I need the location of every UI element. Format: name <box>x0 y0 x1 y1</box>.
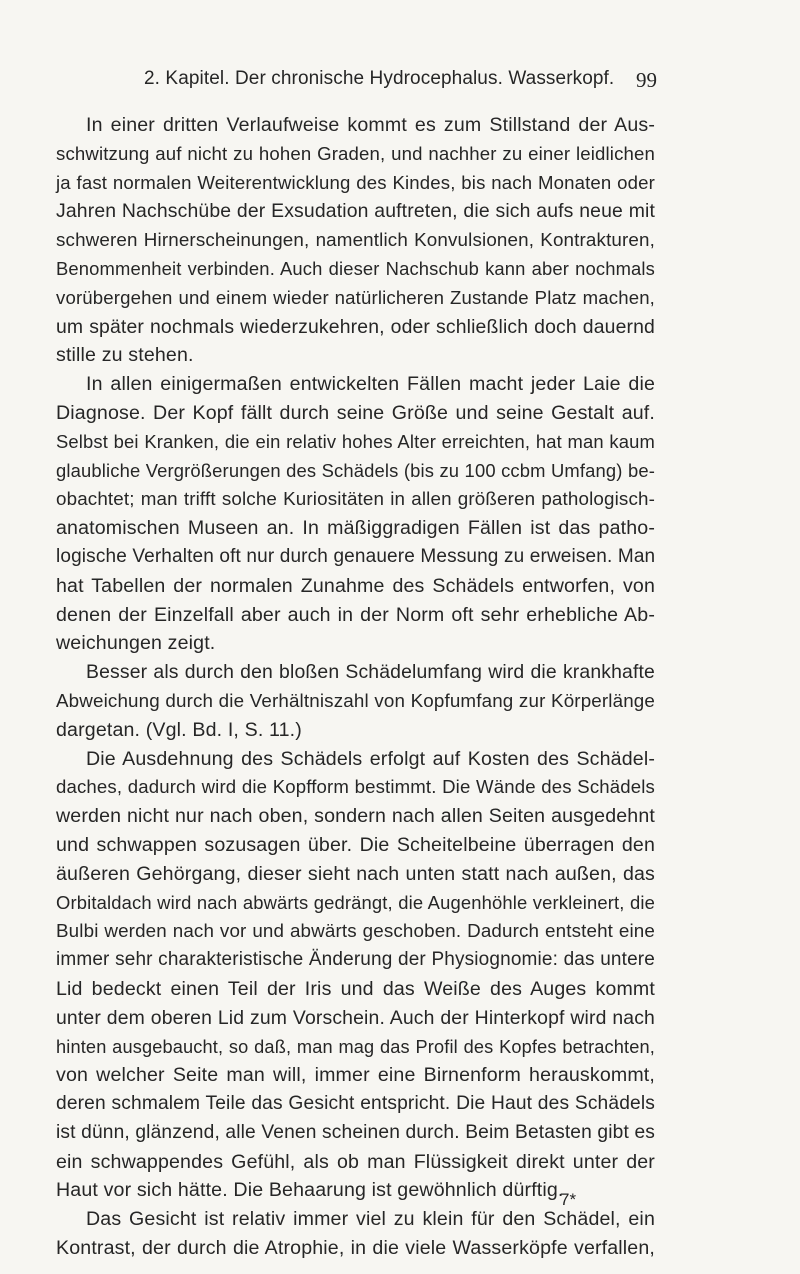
text-line: hinten ausgebaucht, so daß, man mag das Profil des Kopfes betrachten, <box>56 1036 655 1057</box>
text-line: Das Gesicht ist relativ immer viel zu klein für den Schädel, ein <box>86 1208 655 1231</box>
text-line: denen der Einzelfall aber auch in der Norm oft sehr erhebliche Ab- <box>56 603 655 626</box>
text-line: hat Tabellen der normalen Zunahme des Schädels entworfen, von <box>56 574 655 597</box>
text-line: Lid bedeckt einen Teil der Iris und das Weiße des Auges kommt <box>56 977 655 1000</box>
text-line: Kontrast, der durch die Atrophie, in die viele Wasserköpfe verfallen, <box>56 1237 655 1260</box>
text-line: Besser als durch den bloßen Schädelumfang wird die krankhafte <box>86 661 655 684</box>
text-line: schweren Hirnerscheinungen, namentlich Konvulsionen, Kontrakturen, <box>56 229 655 251</box>
text-line: dargetan. (Vgl. Bd. I, S. 11.) <box>56 718 302 741</box>
text-line: Die Ausdehnung des Schädels erfolgt auf Kosten des Schädel- <box>86 747 655 770</box>
text-line: deren schmalem Teile das Gesicht entspricht. Die Haut des Schädels <box>56 1093 655 1115</box>
text-line: Selbst bei Kranken, die ein relativ hohes Alter erreichten, hat man kaum <box>56 430 655 452</box>
text-line: Benommenheit verbinden. Auch dieser Nachschub kann aber nochmals <box>56 257 655 279</box>
text-line: anatomischen Museen an. In mäßiggradigen Fällen ist das patho- <box>56 517 655 540</box>
text-line: schwitzung auf nicht zu hohen Graden, und nachher zu einer leidlichen <box>56 142 655 164</box>
text-line: um später nochmals wiederzukehren, oder schließlich doch dauernd <box>56 315 655 338</box>
text-line: logische Verhalten oft nur durch genauere Messung zu erweisen. Man <box>56 545 656 567</box>
paragraph <box>56 658 655 744</box>
text-line: Diagnose. Der Kopf fällt durch seine Größe und seine Gestalt auf. <box>56 401 655 424</box>
text-line: stille zu stehen. <box>56 344 194 367</box>
text-line: Jahren Nachschübe der Exsudation auftreten, die sich aufs neue mit <box>56 200 655 223</box>
text-line: ja fast normalen Weiterentwicklung des Kindes, bis nach Monaten oder <box>56 171 655 193</box>
text-line: ein schwappendes Gefühl, als ob man Flüssigkeit direkt unter der <box>56 1150 655 1173</box>
text-line: obachtet; man trifft solche Kuriositäten in allen größeren pathologisch- <box>56 488 655 510</box>
text-line: unter dem oberen Lid zum Vorschein. Auch der Hinterkopf wird nach <box>56 1006 655 1029</box>
signature-mark: 7* <box>560 1190 577 1209</box>
text-line: In einer dritten Verlaufweise kommt es zum Stillstand der Aus- <box>86 114 655 136</box>
text-line: immer sehr charakteristische Änderung der Physiognomie: das untere <box>56 949 655 971</box>
paragraph <box>56 111 655 370</box>
running-title: 2. Kapitel. Der chronische Hydrocephalus. Wasserkopf. <box>144 68 615 89</box>
text-line: daches, dadurch wird die Kopfform bestimmt. Die Wände des Schädels <box>56 776 655 798</box>
text-line: Bulbi werden nach vor und abwärts geschoben. Dadurch entsteht eine <box>56 920 655 942</box>
paragraph <box>56 1205 655 1263</box>
page-number: 99 <box>636 68 657 92</box>
text-line: und schwappen sozusagen über. Die Scheitelbeine überragen den <box>56 833 655 856</box>
text-line: In allen einigermaßen entwickelten Fällen macht jeder Laie die <box>86 373 655 396</box>
text-line: weichungen zeigt. <box>56 632 216 655</box>
text-line: vorübergehen und einem wieder natürlicheren Zustande Platz machen, <box>56 286 655 308</box>
running-head <box>0 66 800 96</box>
paragraph <box>56 745 655 1206</box>
text-line: äußeren Gehörgang, dieser sieht nach unten statt nach außen, das <box>56 862 655 885</box>
text-line: von welcher Seite man will, immer eine Birnenform herauskommt, <box>56 1064 655 1087</box>
text-line: glaubliche Vergrößerungen des Schädels (bis zu 100 ccbm Umfang) be- <box>56 459 655 481</box>
text-line: Haut vor sich hätte. Die Behaarung ist gewöhnlich dürftig. <box>56 1179 564 1202</box>
text-line: werden nicht nur nach oben, sondern nach allen Seiten ausgedehnt <box>56 805 655 828</box>
body-text <box>56 111 655 1263</box>
paragraph <box>56 370 655 658</box>
text-line: Abweichung durch die Verhältniszahl von Kopfumfang zur Körperlänge <box>56 689 655 711</box>
text-line: Orbitaldach wird nach abwärts gedrängt, die Augenhöhle verkleinert, die <box>56 891 655 913</box>
text-line: ist dünn, glänzend, alle Venen scheinen durch. Beim Betasten gibt es <box>56 1121 656 1143</box>
